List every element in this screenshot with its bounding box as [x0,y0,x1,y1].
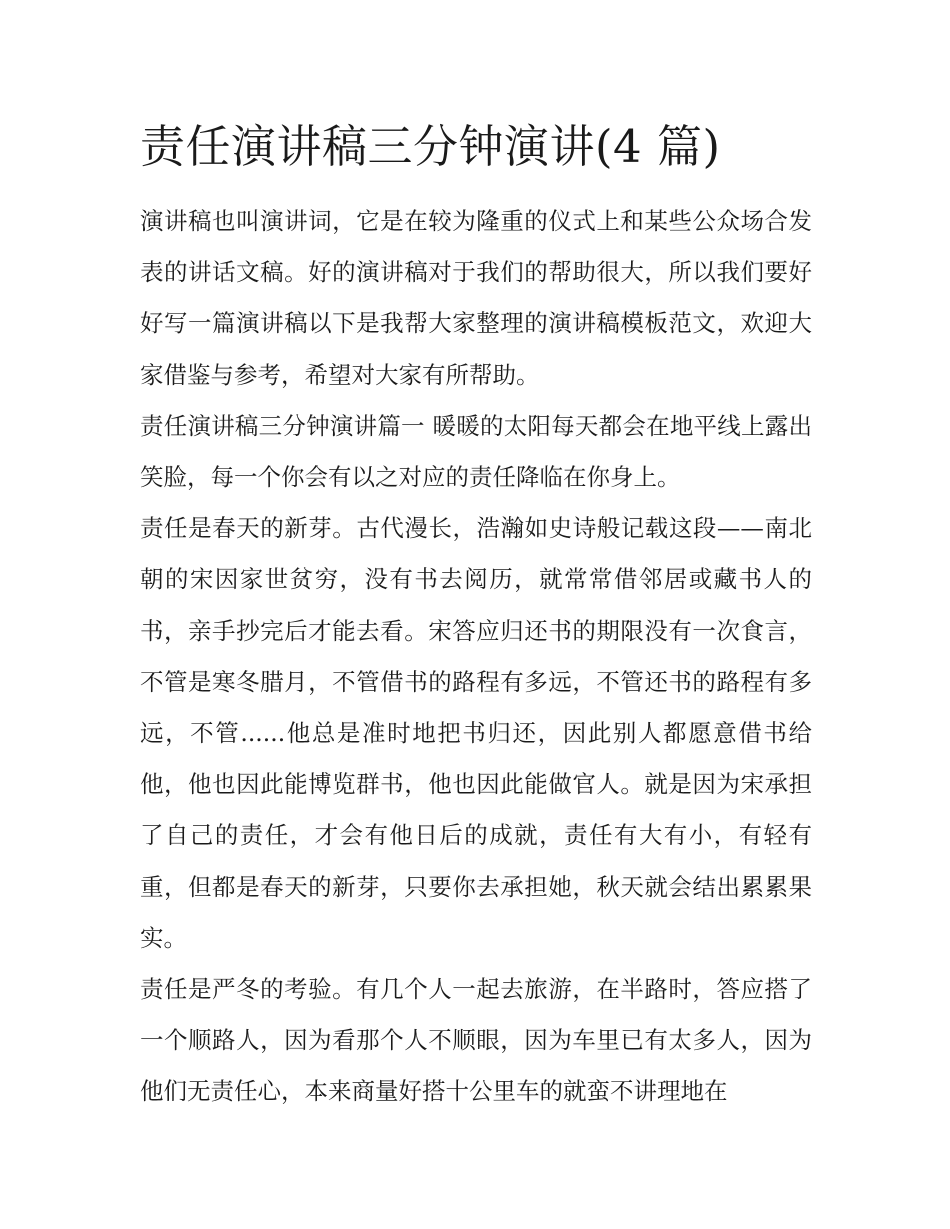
document-title: 责任演讲稿三分钟演讲(4 篇) [140,120,721,173]
paragraph-spring-sprout: 责任是春天的新芽。古代漫长，浩瀚如史诗般记载这段——南北朝的宋因家世贫穷，没有书去阅历，就常常借邻居或藏书人的书，亲手抄完后才能去看。宋答应归还书的期限没有一次食言，不管是寒冬腊月，不管借书的路程有多远，不管还书的路程有多远，不管......他总是准时地把书归还，因此别人都愿意借书给他，他也因此能博览群书，他也因此能做官人。就是因为宋承担了自己的责任，才会有他日后的成就，责任有大有小，有轻有重，但都是春天的新芽，只要你去承担她，秋天就会结出累累果实。 [140,514,812,952]
paragraph-speech-one-opening: 责任演讲稿三分钟演讲篇一 暖暖的太阳每天都会在地平线上露出笑脸，每一个你会有以之对应的责任降临在你身上。 [140,411,812,492]
paragraph-winter-test: 责任是严冬的考验。有几个人一起去旅游，在半路时，答应搭了一个顺路人，因为看那个人不顺眼，因为车里已有太多人，因为他们无责任心，本来商量好搭十公里车的就蛮不讲理地在 [140,975,812,1106]
paragraph-intro: 演讲稿也叫演讲词，它是在较为隆重的仪式上和某些公众场合发表的讲话文稿。好的演讲稿对于我们的帮助很大，所以我们要好好写一篇演讲稿以下是我帮大家整理的演讲稿模板范文，欢迎大家借鉴与参考，希望对大家有所帮助。 [140,207,812,389]
document-body [140,196,812,1118]
